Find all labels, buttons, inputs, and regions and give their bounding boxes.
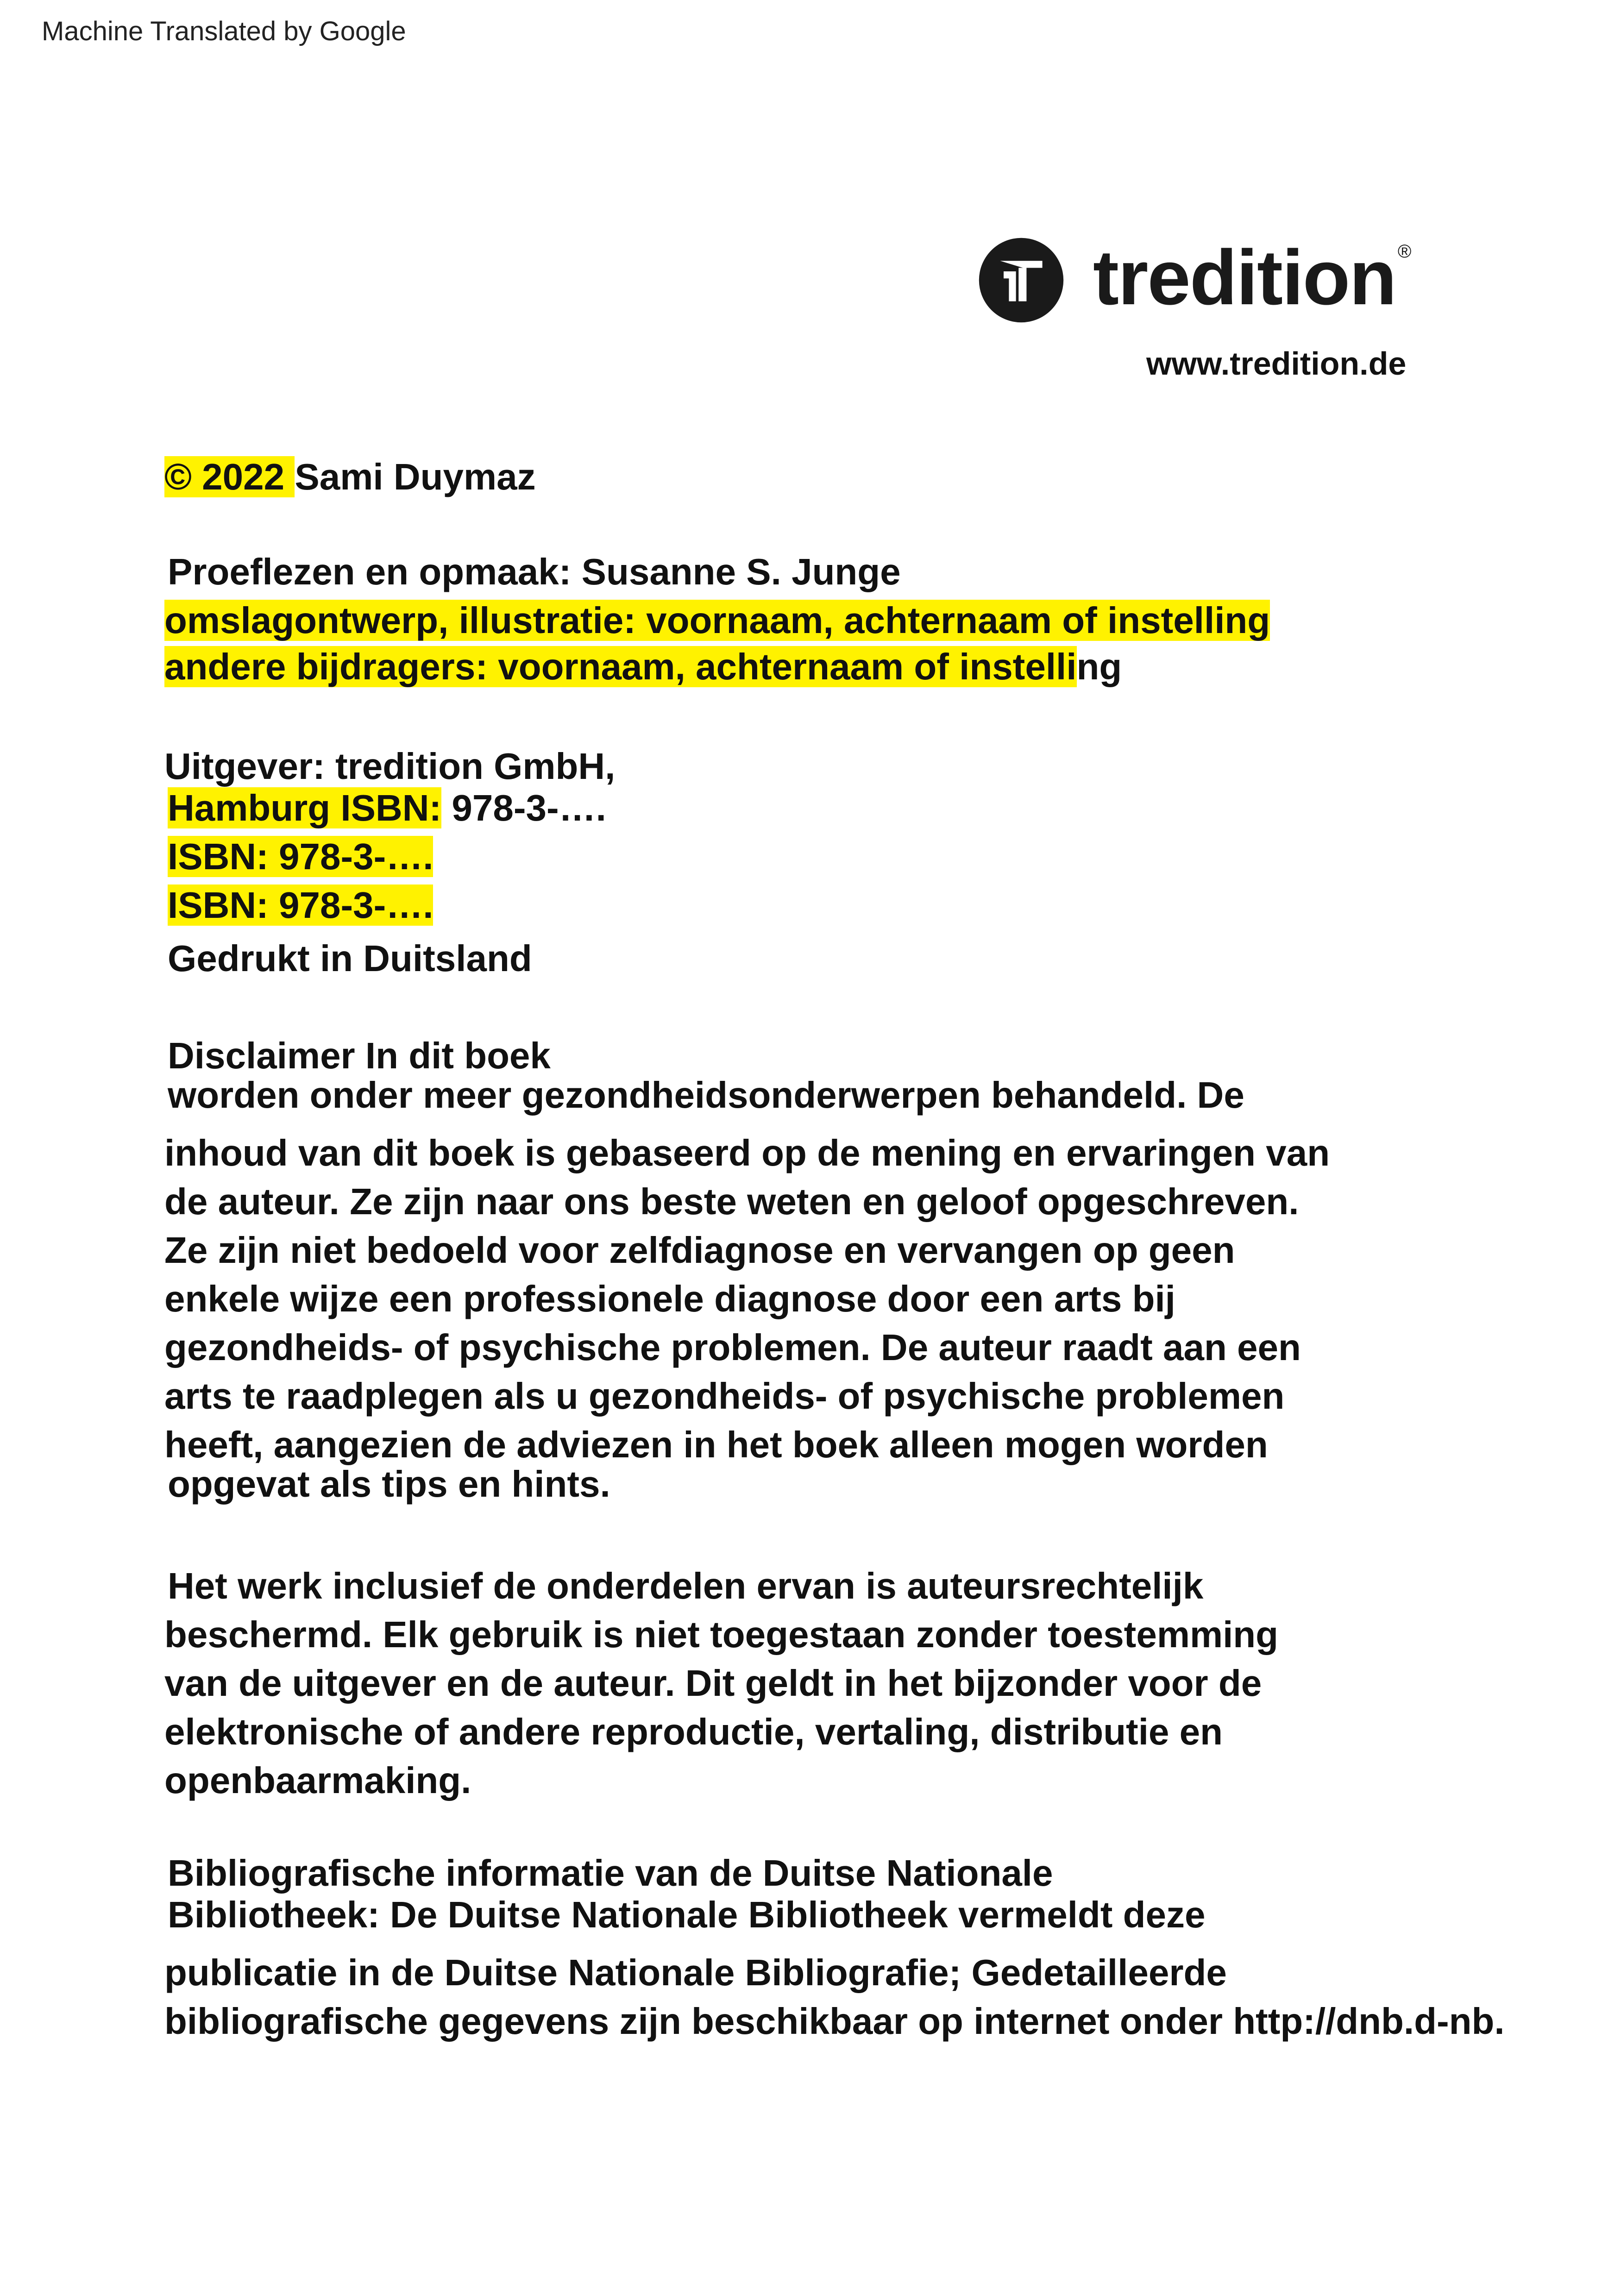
publisher-logo [977,233,1411,322]
copyright-notice-line: openbaarmaking. [164,1760,471,1801]
bibliographic-line: Bibliotheek: De Duitse Nationale Bibliotheek vermeldt deze [168,1894,1206,1935]
cover-credit: omslagontwerp, illustratie: voornaam, achternaam of instelling [164,600,1270,641]
disclaimer-line: opgevat als tips en hints. [168,1463,610,1505]
disclaimer-line: enkele wijze een professionele diagnose door een arts bij [164,1278,1175,1319]
isbn-line-2: ISBN: 978-3-…. [168,836,434,877]
logo-wordmark: tredition ® [1093,233,1411,321]
copyright-notice-line: elektronische of andere reproductie, vertaling, distributie en [164,1711,1223,1752]
disclaimer-line: inhoud van dit boek is gebaseerd op de mening en ervaringen van [164,1132,1330,1173]
disclaimer-line: worden onder meer gezondheidsonderwerpen behandeld. De [168,1074,1244,1116]
disclaimer-line: arts te raadplegen als u gezondheids- of psychische problemen [164,1375,1285,1417]
contributors-credit: andere bijdragers: voornaam, achternaam of instelling [164,646,1122,687]
disclaimer-line: Ze zijn niet bedoeld voor zelfdiagnose en vervangen op geen [164,1230,1235,1271]
disclaimer-line: Disclaimer In dit boek [168,1035,551,1076]
disclaimer-line: gezondheids- of psychische problemen. De auteur raadt aan een [164,1327,1301,1368]
copyright-notice-line: beschermd. Elk gebruik is niet toegestaan zonder toestemming [164,1614,1279,1655]
machine-translation-banner: Machine Translated by Google [42,16,406,46]
publisher-city-isbn: Hamburg ISBN: 978-3-…. [168,787,606,828]
website-url: www.tredition.de [1146,345,1407,382]
tredition-logo-icon [977,236,1065,324]
disclaimer-line: de auteur. Ze zijn naar ons beste weten en geloof opgeschreven. [164,1181,1299,1222]
printed-in: Gedrukt in Duitsland [168,938,532,979]
publisher-line: Uitgever: tredition GmbH, [164,746,616,787]
disclaimer-line: heeft, aangezien de adviezen in het boek alleen mogen worden [164,1424,1268,1465]
bibliographic-line: publicatie in de Duitse Nationale Bibliografie; Gedetailleerde [164,1952,1227,1993]
copyright-notice-line: Het werk inclusief de onderdelen ervan is auteursrechtelijk [168,1565,1204,1606]
copyright-author: Sami Duymaz [295,456,536,497]
copyright-line [164,458,536,496]
isbn-line-3: ISBN: 978-3-…. [168,885,434,926]
copyright-notice-line: van de uitgever en de auteur. Dit geldt in het bijzonder voor de [164,1662,1262,1704]
registered-mark: ® [1397,241,1411,262]
bibliographic-line: Bibliografische informatie van de Duitse Nationale [168,1852,1053,1894]
copyright-year: © 2022 [164,456,295,497]
proofreading-credit: Proeflezen en opmaak: Susanne S. Junge [168,551,901,592]
bibliographic-line: bibliografische gegevens zijn beschikbaar op internet onder http://dnb.d-nb. [164,2001,1505,2042]
